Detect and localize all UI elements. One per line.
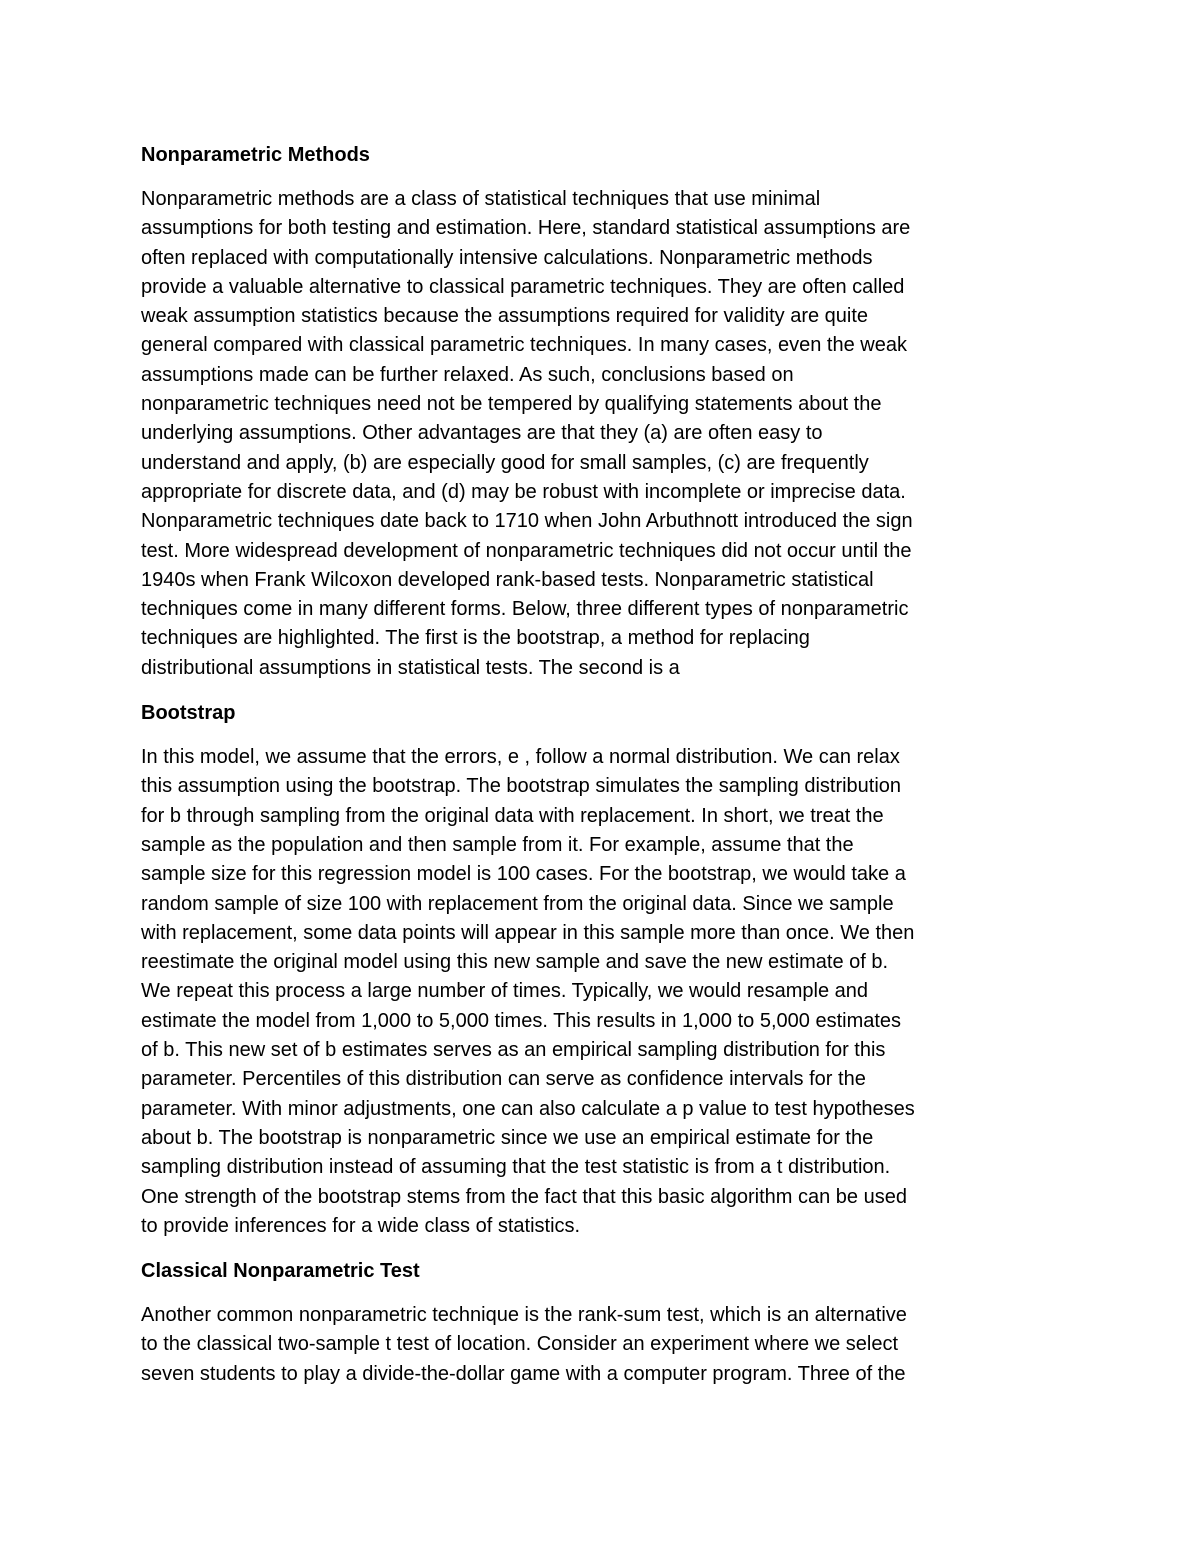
text-line: distributional assumptions in statistical tests. The second is a (141, 656, 680, 679)
text-line: parameter. Percentiles of this distribution can serve as confidence intervals for the (141, 1068, 866, 1091)
text-line: appropriate for discrete data, and (d) may be robust with incomplete or imprecise data. (141, 480, 906, 503)
text-line: nonparametric techniques need not be tempered by qualifying statements about the (141, 393, 882, 416)
text-line: weak assumption statistics because the assumptions required for validity are quite (141, 305, 869, 328)
text-line: sampling distribution instead of assuming that the test statistic is from a t distribution. (141, 1156, 891, 1179)
section-heading-classical-nonparametric-test: Classical Nonparametric Test (141, 1260, 420, 1283)
paragraph-nonparametric-methods (141, 185, 1061, 683)
paragraph-bootstrap (141, 743, 1061, 1241)
text-line: to provide inferences for a wide class of statistics. (141, 1214, 581, 1237)
text-line: this assumption using the bootstrap. The bootstrap simulates the sampling distribution (141, 775, 902, 798)
text-line: underlying assumptions. Other advantages are that they (a) are often easy to (141, 422, 823, 445)
text-line: assumptions made can be further relaxed. As such, conclusions based on (141, 363, 794, 386)
text-line: 1940s when Frank Wilcoxon developed rank-based tests. Nonparametric statistical (141, 568, 874, 591)
text-line: random sample of size 100 with replacement from the original data. Since we sample (141, 892, 894, 915)
text-line: about b. The bootstrap is nonparametric since we use an empirical estimate for the (141, 1126, 874, 1149)
text-line: reestimate the original model using this new sample and save the new estimate of b. (141, 951, 889, 974)
section-heading-nonparametric-methods: Nonparametric Methods (141, 144, 370, 166)
text-line: Another common nonparametric technique is the rank-sum test, which is an alternative (141, 1304, 907, 1327)
text-line: We repeat this process a large number of times. Typically, we would resample and (141, 980, 869, 1003)
text-line: sample size for this regression model is 100 cases. For the bootstrap, we would take a (141, 863, 906, 886)
text-line: provide a valuable alternative to classical parametric techniques. They are often called (141, 275, 905, 298)
text-line: techniques come in many different forms. Below, three different types of nonparametric (141, 598, 909, 621)
text-line: of b. This new set of b estimates serves as an empirical sampling distribution for this (141, 1039, 886, 1062)
text-line: Nonparametric techniques date back to 1710 when John Arbuthnott introduced the sign (141, 510, 913, 533)
document-content (141, 140, 1061, 1404)
text-line: seven students to play a divide-the-dollar game with a computer program. Three of the (141, 1362, 906, 1385)
text-line: assumptions for both testing and estimation. Here, standard statistical assumptions are (141, 217, 911, 240)
text-line: In this model, we assume that the errors, e , follow a normal distribution. We can relax (141, 746, 900, 769)
text-line: techniques are highlighted. The first is the bootstrap, a method for replacing (141, 627, 810, 650)
section-heading-bootstrap: Bootstrap (141, 702, 236, 725)
text-line: estimate the model from 1,000 to 5,000 times. This results in 1,000 to 5,000 estimates (141, 1009, 902, 1032)
text-line: with replacement, some data points will appear in this sample more than once. We then (141, 921, 915, 944)
text-line: Nonparametric methods are a class of statistical techniques that use minimal (141, 188, 821, 210)
text-line: parameter. With minor adjustments, one can also calculate a p value to test hypotheses (141, 1097, 915, 1120)
text-line: general compared with classical parametric techniques. In many cases, even the weak (141, 334, 907, 357)
text-line: for b through sampling from the original data with replacement. In short, we treat the (141, 804, 884, 827)
text-line: test. More widespread development of nonparametric techniques did not occur until the (141, 539, 912, 562)
text-line: to the classical two-sample t test of location. Consider an experiment where we select (141, 1333, 899, 1356)
text-line: One strength of the bootstrap stems from the fact that this basic algorithm can be used (141, 1185, 907, 1208)
paragraph-classical-nonparametric-test (141, 1301, 1061, 1389)
text-line: sample as the population and then sample from it. For example, assume that the (141, 833, 854, 856)
text-line: often replaced with computationally intensive calculations. Nonparametric methods (141, 246, 873, 269)
text-line: understand and apply, (b) are especially good for small samples, (c) are frequently (141, 451, 869, 474)
